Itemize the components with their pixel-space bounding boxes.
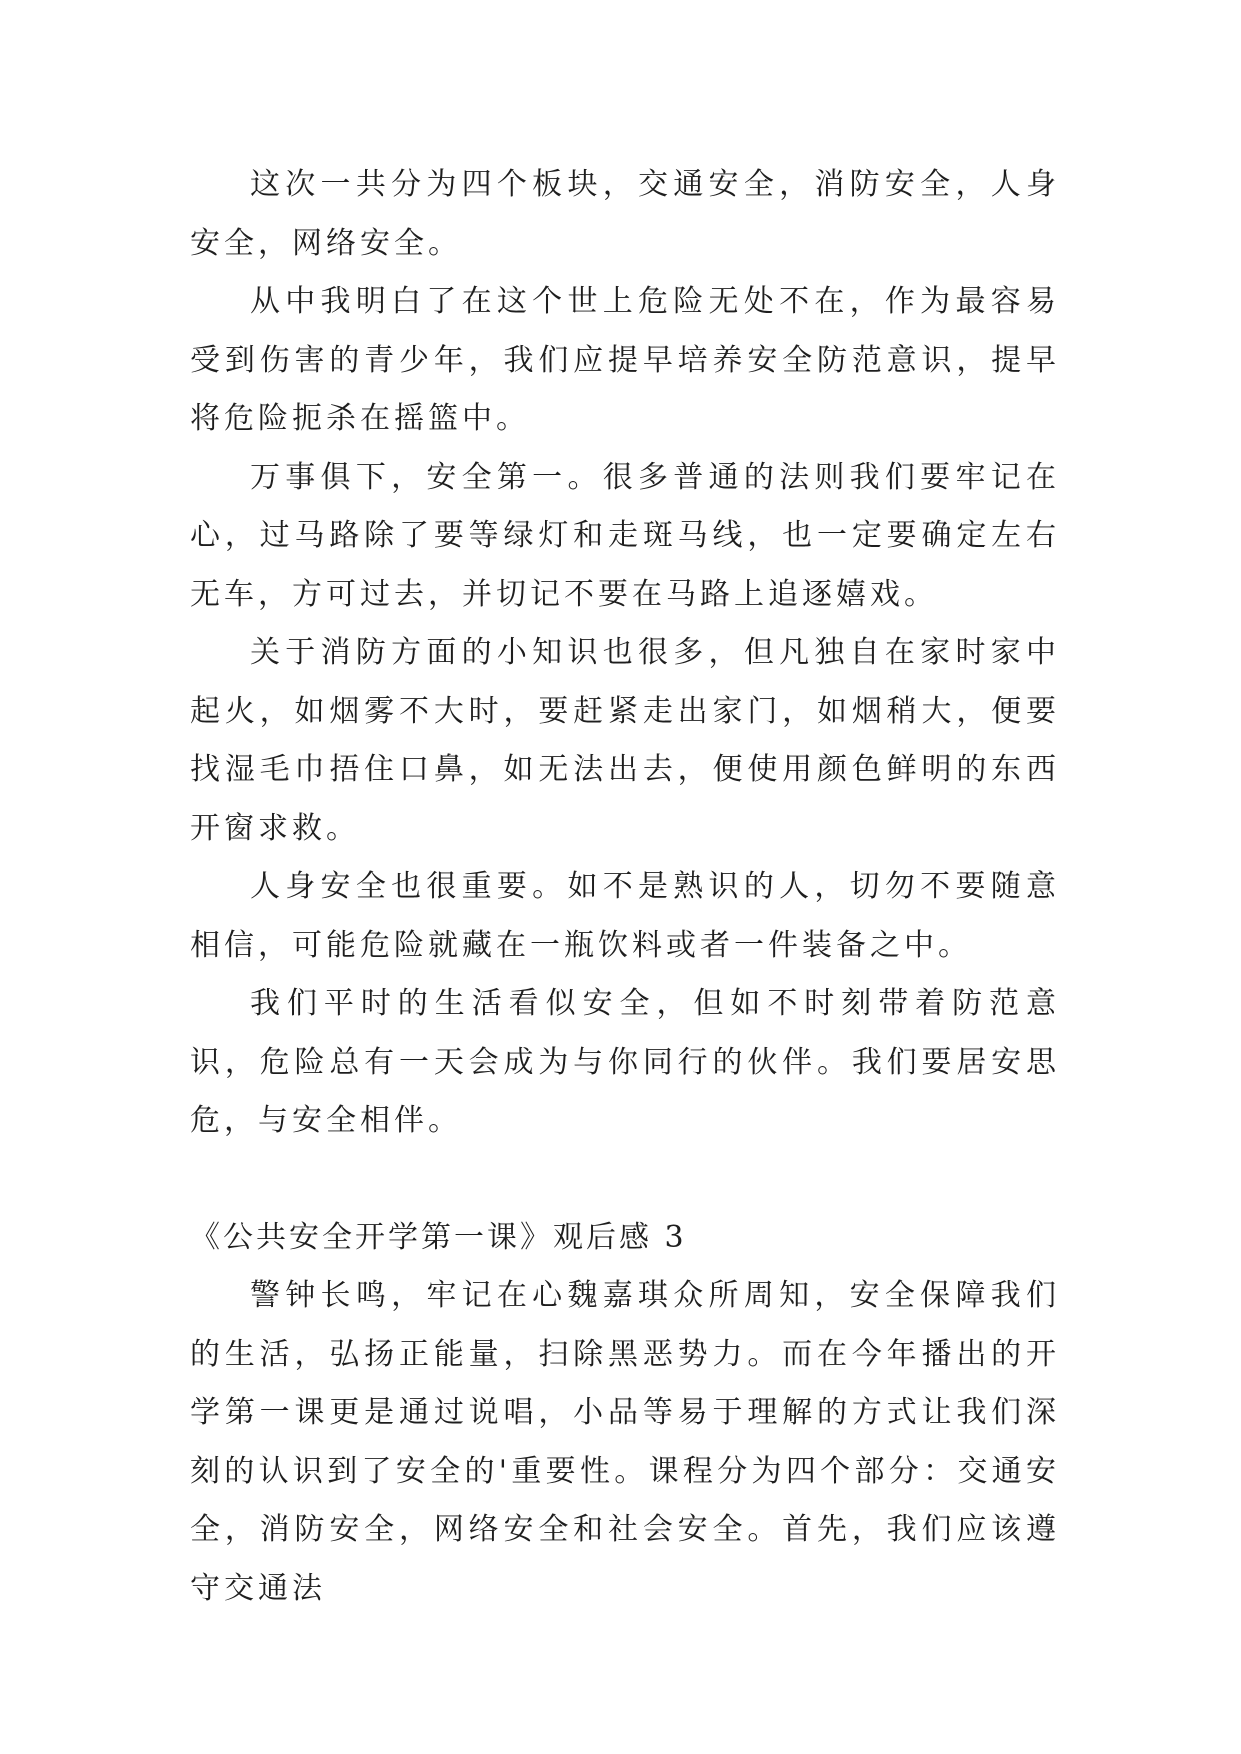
paragraph-danger-awareness: 从中我明白了在这个世上危险无处不在，作为最容易受到伤害的青少年，我们应提早培养安全防范意识，提早将危险扼杀在摇篮中。 [190, 284, 1060, 436]
paragraph-conclusion: 我们平时的生活看似安全，但如不时刻带着防范意识，危险总有一天会成为与你同行的伙伴。我们要居安思危，与安全相伴。 [190, 986, 1060, 1138]
paragraph-personal-safety: 人身安全也很重要。如不是熟识的人，切勿不要随意相信，可能危险就藏在一瓶饮料或者一件装备之中。 [190, 869, 1060, 963]
paragraph-traffic-safety: 万事俱下，安全第一。很多普通的法则我们要牢记在心，过马路除了要等绿灯和走斑马线，也一定要确定左右无车，方可过去，并切记不要在马路上追逐嬉戏。 [190, 459, 1060, 612]
paragraph-section-intro: 警钟长鸣，牢记在心魏嘉琪众所周知，安全保障我们的生活，弘扬正能量，扫除黑恶势力。而在今年播出的开学第一课更是通过说唱，小品等易于理解的方式让我们深刻的认识到了安全的'重要性。课程分为四个部分：交通安全，消防安全，网络安全和社会安全。首先，我们应该遵守交通法 [190, 1278, 1060, 1606]
paragraph-intro: 这次一共分为四个板块，交通安全，消防安全，人身安全，网络安全。 [190, 167, 1060, 261]
document-body [190, 156, 1060, 1618]
section-title: 《公共安全开学第一课》观后感 3 [190, 1219, 687, 1255]
paragraph-fire-safety: 关于消防方面的小知识也很多，但凡独自在家时家中起火，如烟雾不大时，要赶紧走出家门，如烟稍大，便要找湿毛巾捂住口鼻，如无法出去，便使用颜色鲜明的东西开窗求救。 [190, 635, 1060, 846]
